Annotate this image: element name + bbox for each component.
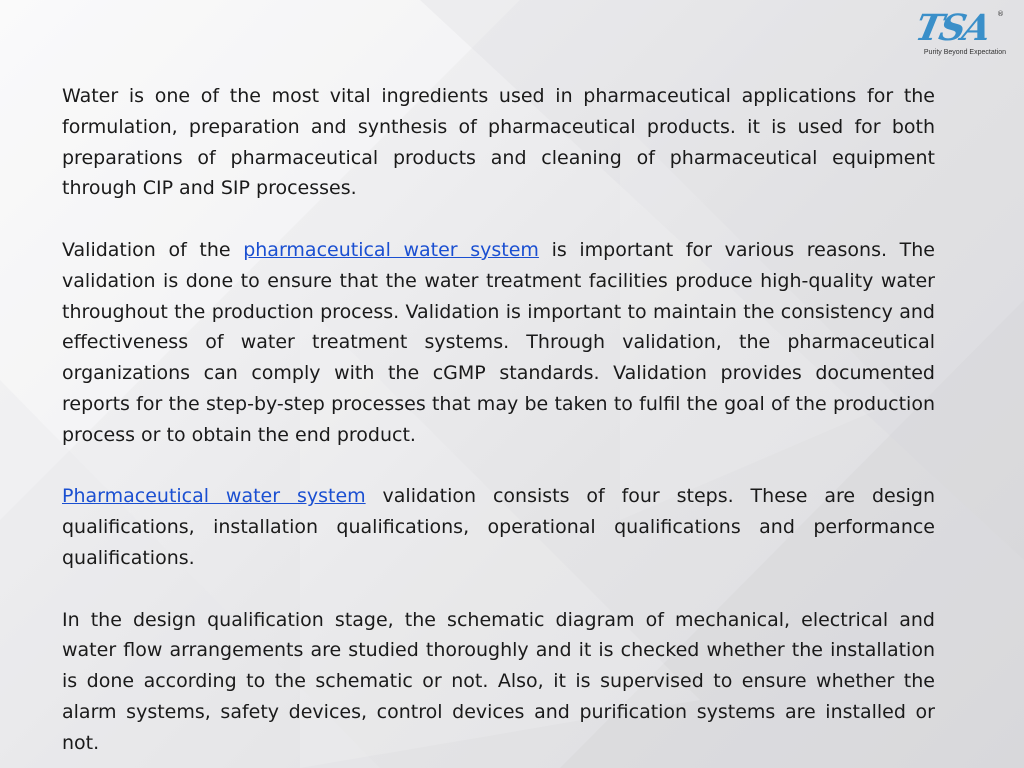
logo-registered-mark: ® [997,10,1004,18]
logo-mark: TSA [911,7,993,49]
pharmaceutical-water-system-link[interactable]: pharmaceutical water system [243,238,539,261]
article-body [62,81,935,759]
paragraph-steps [62,481,935,573]
paragraph-validation-text-after: is important for various reasons. The validation is done to ensure that the water treatment facilities produce high-quality water throughout the production process. Validation is important to maintain the consistency and effectiveness of water treatment systems. Through validation, the pharmaceutical organizations can comply with the cGMP standards. Validation provides documented reports for the step-by-step processes that may be taken to fulfil the goal of the production process or to obtain the end product. [62,238,935,446]
tsa-logo [898,8,1006,64]
paragraph-design-qualification: In the design qualification stage, the schematic diagram of mechanical, electrical and water flow arrangements are studied thoroughly and it is checked whether the installation is done according to the schematic or not. Also, it is supervised to ensure whether the alarm systems, safety devices, control devices and purification systems are installed or not. [62,608,935,754]
paragraph-validation-text-before: Validation of the [62,238,244,261]
paragraph-steps-text: validation consists of four steps. These are design qualifications, installation qualifications, operational qualifications and performance qualifications. [62,485,935,569]
pharmaceutical-water-system-link-2[interactable]: Pharmaceutical water system [62,485,366,508]
paragraph-validation [62,235,935,451]
paragraph-intro: Water is one of the most vital ingredients used in pharmaceutical applications for the formulation, preparation and synthesis of pharmaceutical products. it is used for both preparations of pharmaceutical products and cleaning of pharmaceutical equipment through CIP and SIP processes. [62,85,935,200]
logo-tagline: Purity Beyond Expectation [923,49,1006,56]
